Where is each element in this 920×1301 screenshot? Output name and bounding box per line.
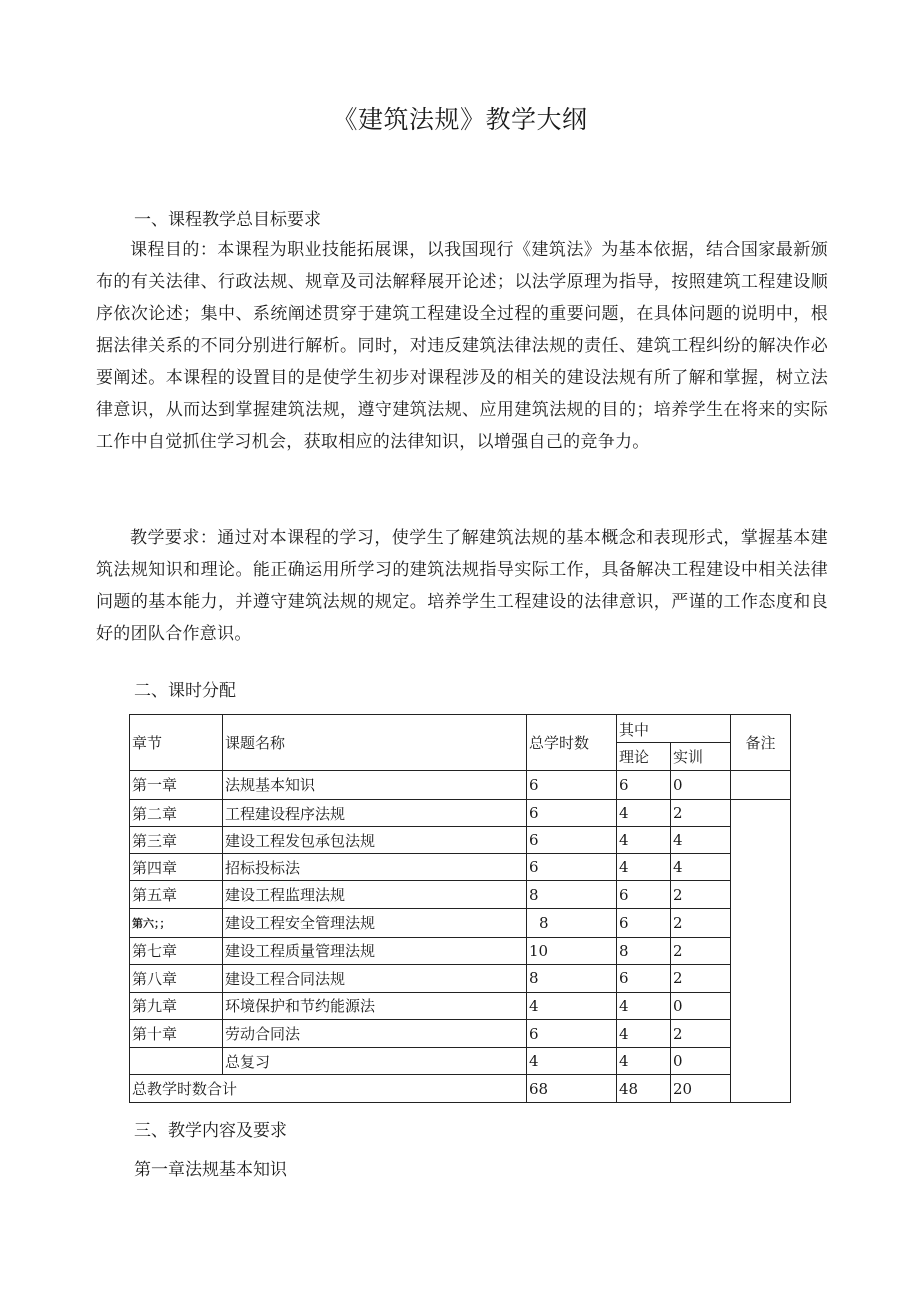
- header-theory: 理论: [617, 742, 671, 771]
- table-row: [130, 771, 791, 800]
- cell-total: 6: [527, 1020, 617, 1048]
- cell-chapter: 第五章: [130, 881, 223, 909]
- cell-chapter: 第二章: [130, 799, 223, 827]
- table-footer-row: [130, 1075, 791, 1103]
- section3-heading: 三、教学内容及要求: [134, 1121, 287, 1141]
- cell-practice: 2: [671, 937, 731, 965]
- cell-theory: 4: [617, 992, 671, 1020]
- cell-chapter: 第七章: [130, 937, 223, 965]
- table-row: [130, 881, 791, 909]
- cell-total: 8: [527, 908, 617, 937]
- cell-theory: 4: [617, 1020, 671, 1048]
- header-of-which: 其中: [617, 715, 731, 743]
- table-row: [130, 965, 791, 993]
- cell-chapter: 第八章: [130, 965, 223, 993]
- footer-practice: 20: [671, 1075, 731, 1103]
- cell-topic: 工程建设程序法规: [223, 799, 527, 827]
- cell-practice: 0: [671, 992, 731, 1020]
- cell-practice: 0: [671, 771, 731, 800]
- table-row: [130, 853, 791, 881]
- cell-theory: 6: [617, 908, 671, 937]
- cell-theory: 6: [617, 881, 671, 909]
- cell-theory: 6: [617, 965, 671, 993]
- cell-topic: 建设工程监理法规: [223, 881, 527, 909]
- cell-topic: 招标投标法: [223, 853, 527, 881]
- cell-topic: 总复习: [223, 1047, 527, 1075]
- footer-theory: 48: [617, 1075, 671, 1103]
- cell-chapter: 第十章: [130, 1020, 223, 1048]
- section2-heading: 二、课时分配: [134, 681, 236, 701]
- cell-total: 6: [527, 827, 617, 854]
- footer-total: 68: [527, 1075, 617, 1103]
- cell-topic: 建设工程安全管理法规: [223, 908, 527, 937]
- header-practice: 实训: [671, 742, 731, 771]
- header-chapter: 章节: [130, 715, 223, 771]
- cell-theory: 4: [617, 853, 671, 881]
- cell-practice: 2: [671, 965, 731, 993]
- cell-theory: 6: [617, 771, 671, 800]
- table-header-row: [130, 715, 791, 743]
- cell-topic: 劳动合同法: [223, 1020, 527, 1048]
- footer-total-label: 总教学时数合计: [130, 1075, 527, 1103]
- cell-chapter: 第九章: [130, 992, 223, 1020]
- section1-paragraph-purpose: 课程目的：本课程为职业技能拓展课，以我国现行《建筑法》为基本依据，结合国家最新颁布的有关法律、行政法规、规章及司法解释展开论述；以法学原理为指导，按照建筑工程建设顺序依次论述；集中、系统阐述贯穿于建筑工程建设全过程的重要问题，在具体问题的说明中，根据法律关系的不同分别进行解析。同时，对违反建筑法律法规的责任、建筑工程纠纷的解决作必要阐述。本课程的设置目的是使学生初步对课程涉及的相关的建设法规有所了解和掌握，树立法律意识，从而达到掌握建筑法规，遵守建筑法规、应用建筑法规的目的；培养学生在将来的实际工作中自觉抓住学习机会，获取相应的法律知识，以增强自己的竞争力。: [96, 240, 828, 452]
- cell-practice: 2: [671, 881, 731, 909]
- cell-practice: 2: [671, 799, 731, 827]
- header-topic: 课题名称: [223, 715, 527, 771]
- table-row: [130, 908, 791, 937]
- cell-topic: 法规基本知识: [223, 771, 527, 800]
- cell-topic: 建设工程发包承包法规: [223, 827, 527, 854]
- cell-total: 4: [527, 992, 617, 1020]
- cell-practice: 2: [671, 1020, 731, 1048]
- hours-allocation-table: [129, 714, 791, 1103]
- cell-practice: 0: [671, 1047, 731, 1075]
- document-title: 《建筑法规》教学大纲: [332, 105, 588, 134]
- cell-chapter: 第一章: [130, 771, 223, 800]
- cell-chapter: 第六；；: [130, 908, 223, 937]
- section1-heading: 一、课程教学总目标要求: [134, 210, 321, 230]
- cell-chapter: 第三章: [130, 827, 223, 854]
- cell-chapter: 第四章: [130, 853, 223, 881]
- header-total-hours: 总学时数: [527, 715, 617, 771]
- cell-remark: [731, 771, 791, 800]
- cell-practice: 4: [671, 827, 731, 854]
- cell-total: 6: [527, 853, 617, 881]
- table-row: [130, 827, 791, 854]
- cell-topic: 环境保护和节约能源法: [223, 992, 527, 1020]
- cell-total: 8: [527, 881, 617, 909]
- cell-theory: 4: [617, 799, 671, 827]
- cell-total: 10: [527, 937, 617, 965]
- cell-theory: 4: [617, 1047, 671, 1075]
- cell-total: 8: [527, 965, 617, 993]
- cell-practice: 2: [671, 908, 731, 937]
- cell-topic: 建设工程合同法规: [223, 965, 527, 993]
- cell-topic: 建设工程质量管理法规: [223, 937, 527, 965]
- cell-practice: 4: [671, 853, 731, 881]
- table-row: [130, 799, 791, 827]
- cell-chapter: [130, 1047, 223, 1075]
- table-row: [130, 1047, 791, 1075]
- header-remark: 备注: [731, 715, 791, 771]
- cell-remark-merged: [731, 799, 791, 1102]
- cell-theory: 8: [617, 937, 671, 965]
- cell-total: 6: [527, 771, 617, 800]
- cell-theory: 4: [617, 827, 671, 854]
- cell-total: 6: [527, 799, 617, 827]
- section1-paragraph-requirements: 教学要求：通过对本课程的学习，使学生了解建筑法规的基本概念和表现形式，掌握基本建筑法规知识和理论。能正确运用所学习的建筑法规指导实际工作，具备解决工程建设中相关法律问题的基本能力，并遵守建筑法规的规定。培养学生工程建设的法律意识，严谨的工作态度和良好的团队合作意识。: [96, 528, 828, 644]
- section3-subheading: 第一章法规基本知识: [134, 1160, 287, 1180]
- cell-total: 4: [527, 1047, 617, 1075]
- table-row: [130, 1020, 791, 1048]
- table-row: [130, 992, 791, 1020]
- table-row: [130, 937, 791, 965]
